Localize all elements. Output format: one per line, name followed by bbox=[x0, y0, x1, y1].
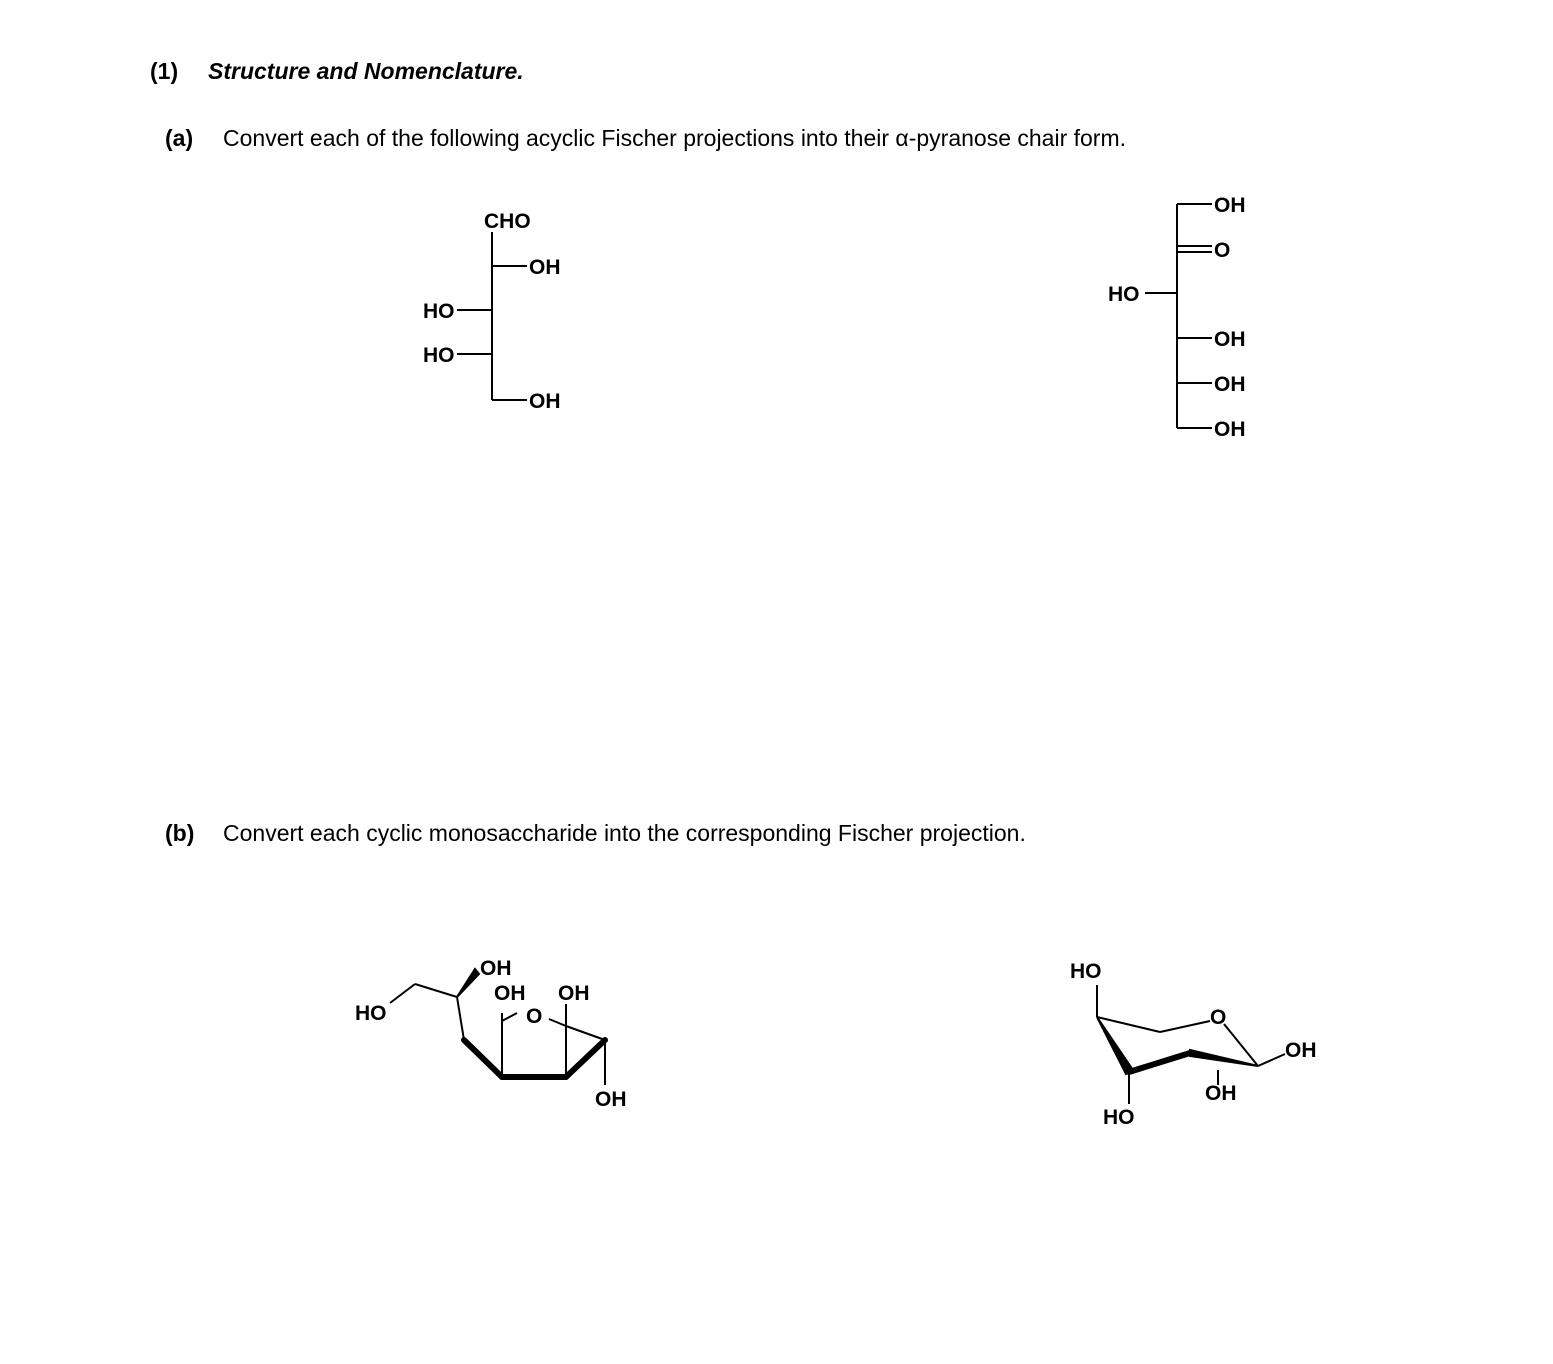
pyranose-bonds bbox=[1097, 985, 1285, 1104]
furanose-ring-oxygen: O bbox=[526, 1005, 543, 1028]
fischer-1-c3-ho: HO bbox=[423, 300, 455, 323]
question-b-label: (b) bbox=[165, 820, 195, 846]
pyranose-bottom-ho: HO bbox=[1103, 1106, 1135, 1129]
pyranose-top-ho: HO bbox=[1070, 960, 1102, 983]
question-a-text: Convert each of the following acyclic Fischer projections into their α-pyranose chair form. bbox=[223, 125, 1127, 151]
question-b-text: Convert each cyclic monosaccharide into the corresponding Fischer projection. bbox=[223, 820, 1026, 846]
fischer-2-c3-ho: HO bbox=[1108, 283, 1140, 306]
fischer-1-c4-ho: HO bbox=[423, 344, 455, 367]
fischer-1-c5-oh: OH bbox=[529, 390, 561, 413]
furanose-bottom-oh: OH bbox=[595, 1088, 627, 1111]
section-title: Structure and Nomenclature. bbox=[208, 58, 524, 84]
fischer-2-c5-oh: OH bbox=[1214, 373, 1246, 396]
pyranose-ring-oxygen: O bbox=[1210, 1006, 1227, 1029]
fischer-2-c1-oh: OH bbox=[1214, 194, 1246, 217]
fischer-2-c4-oh: OH bbox=[1214, 328, 1246, 351]
pyranose-bold-ring-edges bbox=[1129, 1053, 1190, 1072]
section-number: (1) bbox=[150, 58, 179, 84]
furanose-ring-oh-1: OH bbox=[494, 982, 526, 1005]
fischer-2-c6-oh: OH bbox=[1214, 418, 1246, 441]
question-a-label: (a) bbox=[165, 125, 194, 151]
fischer-2-c2-o: O bbox=[1214, 239, 1231, 262]
furanose-left-ho: HO bbox=[355, 1002, 387, 1025]
pyranose-right-oh: OH bbox=[1285, 1039, 1317, 1062]
fischer-1-c2-oh: OH bbox=[529, 256, 561, 279]
fischer-1-top-cho: CHO bbox=[484, 210, 531, 233]
pyranose-bottom-oh: OH bbox=[1205, 1082, 1237, 1105]
furanose-ring-oh-2: OH bbox=[558, 982, 590, 1005]
furanose-wedge-oh: OH bbox=[480, 957, 512, 980]
pyranose-bold-wedge bbox=[1097, 1017, 1133, 1074]
